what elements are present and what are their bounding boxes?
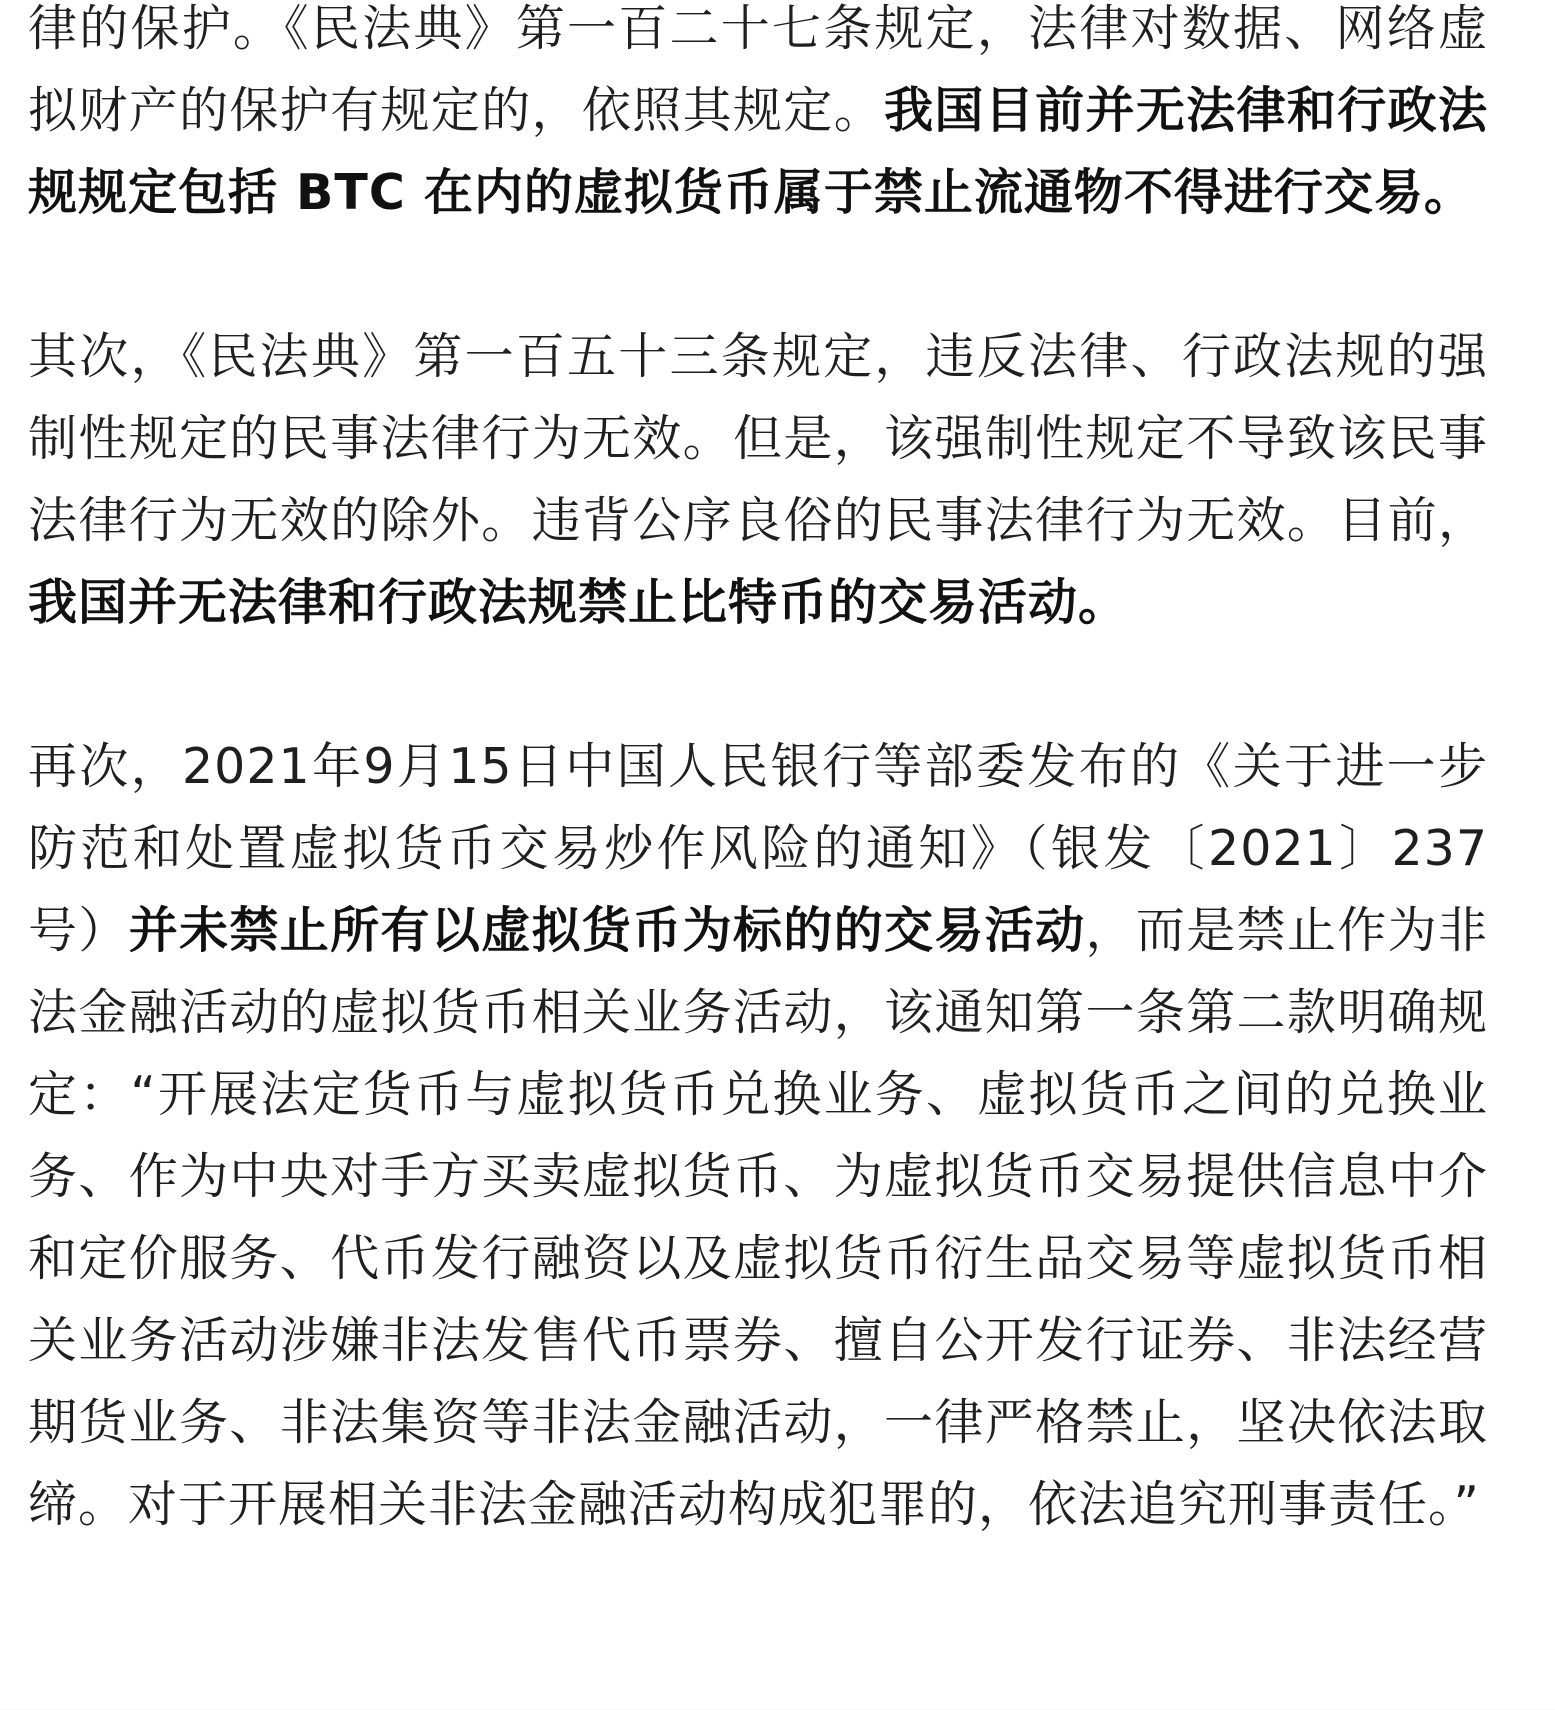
paragraph-property-protection: [28, 0, 1488, 234]
article-body: [28, 0, 1488, 1546]
paragraph-pboc-notice: [28, 726, 1488, 1546]
paragraph-bold-text: 我国目前并无法律和行政法规规定包括 BTC 在内的虚拟货币属于禁止流通物不得进行交易。: [28, 82, 1488, 221]
paragraph-validity-of-acts: [28, 316, 1488, 644]
paragraph-bold-text: 我国并无法律和行政法规禁止比特币的交易活动。: [28, 574, 1129, 631]
paragraph-text: 再次，2021年9月15日中国人民银行等部委发布的《关于进一步防范和处置虚拟货币交易炒作风险的通知》（银发〔2021〕237号）: [28, 738, 1488, 959]
paragraph-bold-text: 并未禁止所有以虚拟货币为标的的交易活动: [128, 902, 1086, 959]
paragraph-text: 其次，《民法典》第一百五十三条规定，违反法律、行政法规的强制性规定的民事法律行为无效。但是，该强制性规定不导致该民事法律行为无效的除外。违背公序良俗的民事法律行为无效。目前，: [28, 328, 1488, 549]
paragraph-text: ，而是禁止作为非法金融活动的虚拟货币相关业务活动，该通知第一条第二款明确规定：“开展法定货币与虚拟货币兑换业务、虚拟货币之间的兑换业务、作为中央对手方买卖虚拟货币、为虚拟货币交易提供信息中介和定价服务、代币发行融资以及虚拟货币衍生品交易等虚拟货币相关业务活动涉嫌非法发售代币票券、擅自公开发行证券、非法经营期货业务、非法集资等非法金融活动，一律严格禁止，坚决依法取缔。对于开展相关非法金融活动构成犯罪的，依法追究刑事责任。”: [28, 902, 1488, 1533]
paragraph-text: 律的保护。《民法典》第一百二十七条规定，法律对数据、网络虚拟财产的保护有规定的，依照其规定。: [28, 0, 1488, 139]
